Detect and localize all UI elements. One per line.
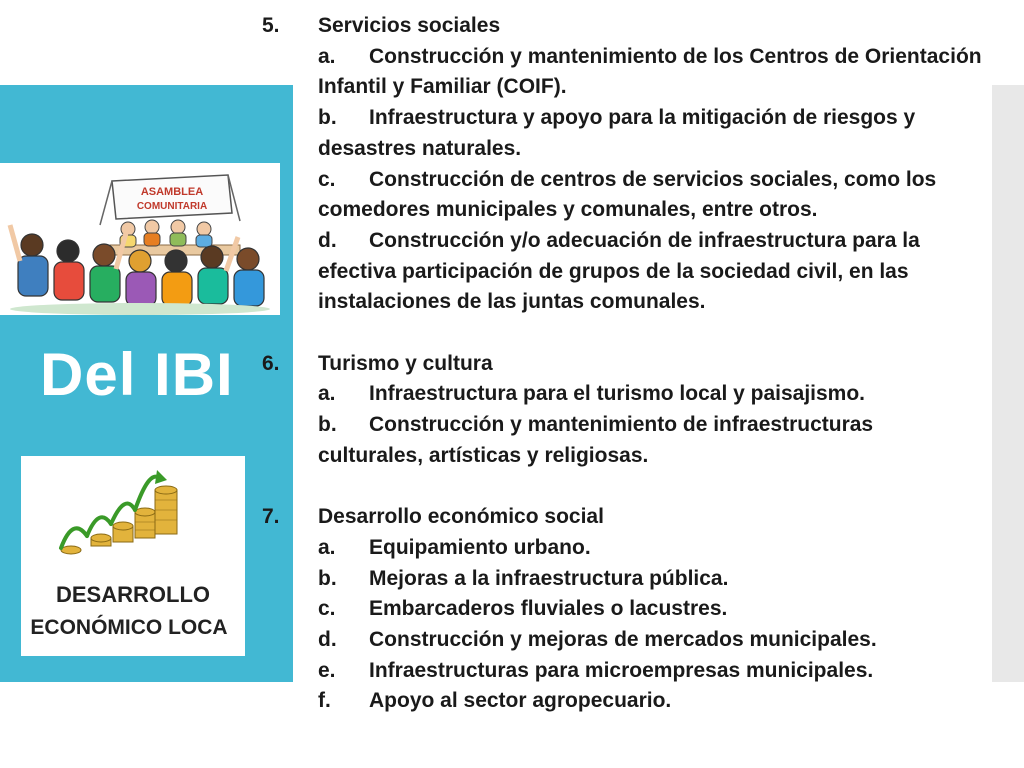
list-item [262, 686, 982, 717]
section-desarrollo-economico [262, 502, 982, 717]
item-text: Infraestructura para el turismo local y paisajismo. [369, 382, 866, 406]
item-text: Infraestructuras para microempresas municipales. [369, 658, 874, 682]
section-title: Desarrollo económico social [318, 505, 604, 529]
item-text: Equipamiento urbano. [369, 535, 591, 559]
item-text: Construcción y mejoras de mercados municipales. [369, 628, 877, 652]
list-item [262, 625, 982, 656]
item-text: Construcción y mantenimiento de los Centros de Orientación Infantil y Familiar (COIF). [318, 44, 982, 99]
section-number: 6. [262, 351, 280, 375]
section-heading [262, 502, 982, 533]
item-letter: b. [318, 106, 337, 130]
desarrollo-economico-image [21, 456, 245, 656]
right-edge-bar [992, 85, 1024, 682]
item-letter: d. [318, 628, 337, 652]
asamblea-comunitaria-image [0, 163, 280, 315]
item-text: Construcción de centros de servicios sociales, como los comedores municipales y comunales, entre otros. [318, 167, 937, 222]
list-item [262, 594, 982, 625]
asamblea-comunitaria-illustration-icon [0, 163, 280, 315]
item-text: Apoyo al sector agropecuario. [369, 689, 672, 713]
section-turismo-cultura [262, 349, 982, 472]
item-text: Infraestructura y apoyo para la mitigación de riesgos y desastres naturales. [318, 106, 916, 160]
item-text: Construcción y/o adecuación de infraestructura para la efectiva participación de grupos de la sociedad civil, en las instalaciones de las juntas comunales. [318, 228, 920, 314]
list-item [262, 103, 982, 164]
item-letter: a. [318, 382, 336, 406]
list-item [262, 656, 982, 687]
list-item [262, 42, 982, 103]
slide-content [262, 11, 982, 717]
item-letter: b. [318, 413, 337, 437]
section-servicios-sociales [262, 11, 982, 318]
section-title: Turismo y cultura [318, 351, 493, 375]
slide-side-title: Del IBI [40, 341, 234, 408]
banner-line-1: ASAMBLEA [140, 186, 204, 198]
list-item [262, 533, 982, 564]
list-item [262, 410, 982, 471]
list-item [262, 165, 982, 226]
section-heading [262, 11, 982, 42]
section-title: Servicios sociales [318, 14, 501, 37]
section-heading [262, 349, 982, 380]
list-item [262, 226, 982, 318]
item-text: Mejoras a la infraestructura pública. [369, 566, 729, 590]
item-text: Construcción y mantenimiento de infraestructuras culturales, artísticas y religiosas. [318, 413, 874, 467]
economic-growth-coins-illustration-icon [21, 456, 245, 656]
item-letter: c. [318, 167, 336, 191]
caption-line-2: ECONÓMICO LOCA [30, 616, 228, 639]
caption-line-1: DESARROLLO [56, 582, 210, 607]
item-letter: c. [318, 597, 336, 621]
list-item [262, 379, 982, 410]
item-letter: d. [318, 228, 337, 252]
item-letter: a. [318, 535, 336, 559]
item-text: Embarcaderos fluviales o lacustres. [369, 597, 728, 621]
item-letter: f. [318, 689, 331, 713]
section-number: 5. [262, 14, 280, 37]
section-number: 7. [262, 505, 280, 529]
banner-line-2: COMUNITARIA [136, 201, 208, 212]
list-item [262, 564, 982, 595]
item-letter: a. [318, 44, 336, 68]
item-letter: e. [318, 658, 336, 682]
item-letter: b. [318, 566, 337, 590]
